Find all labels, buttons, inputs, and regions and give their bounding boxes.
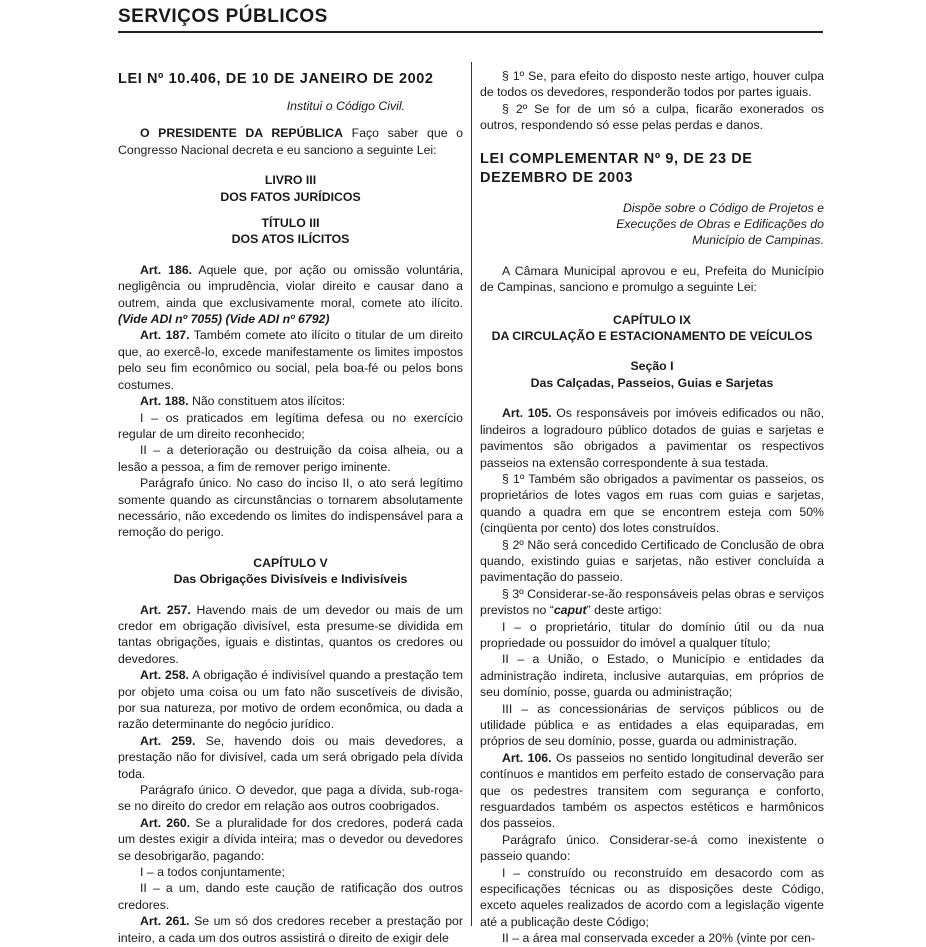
article-105-paragraph-3: § 3º Considerar-se-ão responsáveis pelas obras e serviços previstos no “caput” deste artigo: (480, 586, 824, 618)
article-260-item-ii: II – a um, dando este caução de ratificação dos outros credores. (118, 881, 463, 912)
article-188-item-i: I – os praticados em legítima defesa ou no exercício regular de um direito reconhecido; (118, 410, 463, 441)
article-105-item-i: I – o proprietário, titular do domínio útil ou da nua propriedade ou possuidor do imóvel a qualquer título; (480, 619, 824, 650)
law-preamble: O PRESIDENTE DA REPÚBLICA Faço saber que o Congresso Nacional decreta e eu sanciono a seguinte Lei: (118, 126, 464, 157)
header-rule (118, 31, 823, 33)
book-heading: LIVRO III (264, 173, 317, 188)
section-subheading: Das Calçadas, Passeios, Guias e Sarjetas (530, 375, 774, 390)
law-title: LEI Nº 10.406, DE 10 DE JANEIRO DE 2002 (118, 71, 434, 87)
article-260-item-i: I – a todos conjuntamente; (140, 865, 285, 880)
article-105: Art. 105. Os responsáveis por imóveis edificados ou não, lindeiros a logradouro público dotados de guias e sarjetas e pavimentos são obrigados a pavimentar os respectivos passeios na extensão correspondente à sua testada. (480, 406, 824, 470)
section-heading: Seção I (630, 359, 674, 374)
article-106-item-ii: II – a área mal conservada exceder a 20% (vinte por cen- (502, 931, 816, 946)
article-106-item-i: I – construído ou reconstruído em desacordo com as especificações técnicas ou as disposições deste Código, exceto aqueles realizados de acordo com a legislação vigente até a publicação deste Código; (480, 865, 824, 929)
paragraph-2: § 2º Se for de um só a culpa, ficarão exonerados os outros, respondendo só esse pelas perdas e danos. (480, 101, 824, 133)
chapter-subheading: DA CIRCULAÇÃO E ESTACIONAMENTO DE VEÍCULOS (491, 329, 813, 344)
right-column (480, 68, 824, 947)
article-188: Art. 188. Não constituem atos ilícitos: (140, 394, 346, 409)
article-258: Art. 258. A obrigação é indivisível quando a prestação tem por objeto uma coisa ou um fato não suscetíveis de divisão, por sua natureza, por motivo de ordem econômica, ou dada a razão determinante do negócio jurídico. (118, 668, 463, 732)
article-105-item-ii: II – a União, o Estado, o Município e entidades da administração indireta, inclusive autarquias, em próprios de seu domínio, posse, guarda ou administração; (480, 652, 824, 700)
left-column (118, 60, 463, 946)
title-subheading: DOS ATOS ILÍCITOS (231, 232, 350, 247)
paragraph-1: § 1º Se, para efeito do disposto neste artigo, houver culpa de todos os devedores, responderão todos por partes iguais. (480, 69, 824, 100)
title-heading: TÍTULO III (261, 216, 320, 231)
article-257: Art. 257. Havendo mais de um devedor ou mais de um credor em obrigação divisível, esta presume-se dividida em tantas obrigações, iguais e distintas, quantos os credores ou devedores. (118, 602, 463, 666)
article-260: Art. 260. Se a pluralidade for dos credores, poderá cada um destes exigir a dívida inteira; mas o devedor ou devedores se desobrigarão, pagando: (118, 815, 463, 863)
article-106: Art. 106. Os passeios no sentido longitudinal deverão ser contínuos e mantidos em perfeito estado de conservação para que os pedestres transitem com segurança e conforto, resguardados também os aspectos estéticos e harmônicos dos passeios. (480, 750, 824, 831)
chapter-heading: CAPÍTULO V (253, 555, 328, 570)
section-title: SERVIÇOS PÚBLICOS (118, 6, 328, 27)
law-preamble: A Câmara Municipal aprovou e eu, Prefeita do Município de Campinas, sanciono e promulgo a seguinte Lei: (480, 263, 824, 295)
article-186: Art. 186. Aquele que, por ação ou omissão voluntária, negligência ou imprudência, violar direito e causar dano a outrem, ainda que exclusivamente moral, comete ato ilícito. (Vide ADI nº 7055) (Vide ADI nº 6792) (118, 262, 463, 327)
column-divider (471, 62, 472, 926)
article-259-paragraph: Parágrafo único. O devedor, que paga a dívida, sub-roga-se no direito do credor em relação aos outros coobrigados. (118, 783, 463, 814)
law-ementa: Dispõe sobre o Código de Projetos e Execuções de Obras e Edificações do Município de Campinas. (616, 200, 824, 248)
vide-reference: (Vide ADI nº 7055) (Vide ADI nº 6792) (118, 312, 330, 327)
article-259: Art. 259. Se, havendo dois ou mais devedores, a prestação não for divisível, cada um será obrigado pela dívida toda. (118, 733, 463, 781)
law-ementa: Institui o Código Civil. (286, 99, 405, 113)
chapter-subheading: Das Obrigações Divisíveis e Indivisíveis (173, 572, 408, 587)
article-105-item-iii: III – as concessionárias de serviços públicos ou de utilidade pública e as entidades a elas equiparadas, em próprios de seu domínio, posse, guarda ou administração. (480, 701, 824, 749)
article-105-paragraph-2: § 2º Não será concedido Certificado de Conclusão de obra quando, existindo guias e sarjetas, não estiver concluída a pavimentação do passeio. (480, 537, 824, 585)
chapter-heading: CAPÍTULO IX (613, 312, 691, 327)
article-106-paragraph: Parágrafo único. Considerar-se-á como inexistente o passeio quando: (480, 832, 824, 864)
article-187: Art. 187. Também comete ato ilícito o titular de um direito que, ao exercê-lo, excede manifestamente os limites impostos pelo seu fim econômico ou social, pela boa-fé ou pelos bons costumes. (118, 328, 463, 392)
law-title: LEI COMPLEMENTAR Nº 9, DE 23 DE DEZEMBRO DE 2003 (480, 150, 753, 186)
article-188-item-ii: II – a deterioração ou destruição da coisa alheia, ou a lesão a pessoa, a fim de remover perigo iminente. (118, 443, 463, 474)
article-261: Art. 261. Se um só dos credores receber a prestação por inteiro, a cada um dos outros assistirá o direito de exigir dele (118, 914, 463, 945)
book-subheading: DOS FATOS JURÍDICOS (220, 189, 361, 204)
article-188-paragraph: Parágrafo único. No caso do inciso II, o ato será legítimo somente quando as circunstâncias o tornarem absolutamente necessário, não excedendo os limites do indispensável para a remoção do perigo. (118, 476, 463, 540)
article-105-paragraph-1: § 1º Também são obrigados a pavimentar os passeios, os proprietários de lotes vagos em ruas com guias e sarjetas, quando a quadra em que se encontrem esteja com 50% (cinqüenta por cento) dos lotes construídos. (480, 471, 824, 536)
page-header (118, 6, 823, 33)
